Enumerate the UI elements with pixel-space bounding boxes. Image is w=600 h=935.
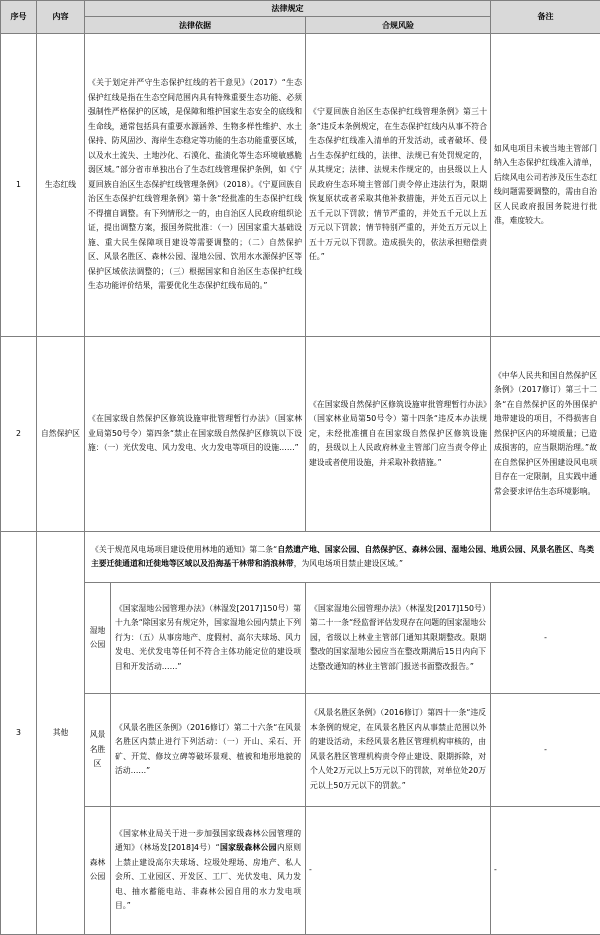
sub-row: [1, 694, 600, 807]
forest-basis-prefix: 《国家林业局关于进一步加强国家级森林公园管理的通知》（林场发[2018]4号）“: [115, 828, 301, 853]
row-number: 3: [1, 532, 37, 935]
sub-row-name: 湿地公园: [85, 583, 111, 694]
row-remark: 《中华人民共和国自然保护区条例》（2017修订）第三十二条“在自然保护区的外围保护地带建设的项目，不得损害自然保护区内的环境质量；已造成损害的，应当限期治理。”故在自然保护区外围建设风电项目存在一定限制，且实践中通常会要求评估生态环境影响。: [491, 337, 600, 532]
general-clause-prefix: 《关于规范风电场项目建设使用林地的通知》第二条“: [91, 544, 278, 554]
sub-row-compliance-risk: -: [306, 806, 491, 934]
header-no: 序号: [1, 1, 37, 34]
table-row: [1, 33, 600, 336]
row-content: 其他: [37, 532, 85, 935]
row-legal-basis: 《在国家级自然保护区修筑设施审批管理暂行办法》（国家林业局第50号令）第四条“禁止在国家级自然保护区修筑以下设施：（一）光伏发电、风力发电、火力发电等项目的设施……”: [85, 337, 306, 532]
row-number: 1: [1, 33, 37, 336]
sub-row: [1, 806, 600, 934]
forest-basis-suffix: 内原则上禁止建设高尔夫球场、垃圾处理场、房地产、私人会所、工业园区、开发区、工厂、光伏发电、风力发电、抽水蓄能电站、非森林公园自用的水力发电项目。”: [115, 843, 302, 911]
sub-row-remark: -: [491, 806, 600, 934]
header-legal: 法律规定: [85, 1, 491, 17]
row-number: 2: [1, 337, 37, 532]
row-content: 自然保护区: [37, 337, 85, 532]
sub-row-remark: -: [491, 583, 600, 694]
sub-row: [1, 583, 600, 694]
table-row: [1, 337, 600, 532]
sub-row-legal-basis: 《风景名胜区条例》（2016修订）第二十六条“在风景名胜区内禁止进行下列活动：（一）开山、采石、开矿、开荒、修坟立碑等破坏景观、植被和地形地貌的活动……”: [111, 694, 306, 807]
row-compliance-risk: 《在国家级自然保护区修筑设施审批管理暂行办法》（国家林业局第50号令）第十四条“违反本办法规定，未经批准擅自在国家级自然保护区修筑设施的，县级以上人民政府林业主管部门应当责令停止建设或者使用设施，并采取补救措施。”: [306, 337, 491, 532]
row-legal-basis: 《关于划定并严守生态保护红线的若干意见》（2017）“生态保护红线是指在生态空间范围内具有特殊重要生态功能、必须强制性严格保护的区域，是保障和维护国家生态安全的底线和生命线，通常包括具有重要水源涵养、生物多样性维护、水土保持、防风固沙、海岸生态稳定等功能的生态功能重要区域，以及水土流失、土地沙化、石漠化、盐渍化等生态环境敏感脆弱区域。”部分省市单独出台了生态红线管理保护条例，如《宁夏回族自治区生态保护红线管理条例》（2018）。《宁夏回族自治区生态保护红线管理条例》第十条“经批准的生态保护红线不得擅自调整。有下列情形之一的，由自治区人民政府组织论证，提出调整方案，报国务院批准：（一）因国家重大基础设施、重大民生保障项目建设等需要调整的；（二）自然保护区、风景名胜区、森林公园、湿地公园、饮用水水源保护区等保护区域依法调整的；（三）根据国家和自治区生态保护红线生态功能评价结果，需要优化生态保护红线布局的。”: [85, 33, 306, 336]
header-content: 内容: [37, 1, 85, 34]
sub-row-remark: -: [491, 694, 600, 807]
row-compliance-risk: 《宁夏回族自治区生态保护红线管理条例》第三十条“违反本条例规定，在生态保护红线内从事不符合生态保护红线准入清单的开发活动，或者破坏、侵占生态保护红线的，法律、法规已有处罚规定的，从其规定；法律、法规未作规定的，由县级以上人民政府生态环境主管部门责令停止违法行为，限期恢复原状或者采取其他补救措施，并处五百元以上五千元以下罚款；情节严重的，并处五千元以上五万元以下罚款；情节特别严重的，并处五万元以上五十万元以下罚款。造成损失的，依法承担赔偿责任。”: [306, 33, 491, 336]
sub-row-legal-basis: [111, 806, 306, 934]
row-remark: 如风电项目未被当地主管部门纳入生态保护红线准入清单，后续风电公司若涉及压生态红线问题需要调整的，需由自治区人民政府报国务院进行批准，难度较大。: [491, 33, 600, 336]
sub-row-legal-basis: 《国家湿地公园管理办法》（林湿发[2017]150号）第十九条“除国家另有规定外，国家湿地公园内禁止下列行为：（五）从事房地产、度假村、高尔夫球场、风力发电、光伏发电等任何不符合主体功能定位的建设项目和开发活动……”: [111, 583, 306, 694]
general-clause-suffix: ，为风电场项目禁止建设区域。”: [293, 559, 404, 569]
sub-row-name: 森林公园: [85, 806, 111, 934]
row-content: 生态红线: [37, 33, 85, 336]
table-row: [1, 532, 600, 583]
general-clause-bold: 自然遗产地、国家公园、自然保护区、森林公园、湿地公园、地质公园、风景名胜区、鸟类主要迁徙通道和迁徙地等区域以及沿海基干林带和消浪林带: [91, 544, 594, 569]
forest-basis-bold: 国家级森林公园: [219, 843, 277, 853]
header-risk: 合规风险: [306, 17, 491, 33]
sub-row-name: 风景名胜区: [85, 694, 111, 807]
sub-row-compliance-risk: 《国家湿地公园管理办法》（林湿发[2017]150号）第二十一条“经监督评估发现存在问题的国家湿地公园，省级以上林业主管部门通知其限期整改。限期整改的国家湿地公园应当在整改期满后15日内向下达整改通知的林业主管部门报送书面整改报告。”: [306, 583, 491, 694]
header-basis: 法律依据: [85, 17, 306, 33]
general-clause: [85, 532, 600, 583]
sub-row-compliance-risk: 《风景名胜区条例》（2016修订）第四十一条“违反本条例的规定，在风景名胜区内从事禁止范围以外的建设活动，未经风景名胜区管理机构审核的，由风景名胜区管理机构责令停止建设、限期拆除，对个人处2万元以上5万元以下的罚款，对单位处20万元以上50万元以下的罚款。”: [306, 694, 491, 807]
header-remark: 备注: [491, 1, 600, 34]
